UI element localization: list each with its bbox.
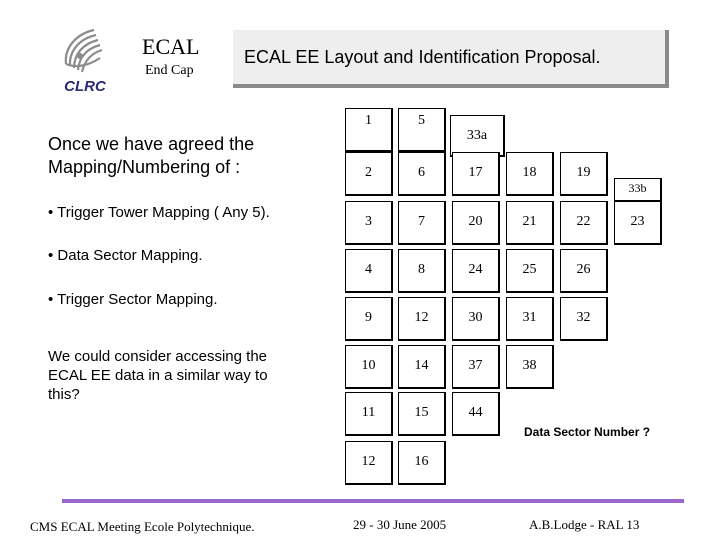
grid-cell: 21 [506,201,554,245]
header-subtitle: End Cap [145,63,194,78]
grid-cell: 8 [398,249,446,293]
grid-cell: 26 [560,249,608,293]
grid-cell: 1 [345,108,393,152]
grid-cell: 11 [345,392,393,436]
grid-cell: 37 [452,345,500,389]
grid-cell: 5 [398,108,446,152]
grid-cell: 6 [398,152,446,196]
grid-cell: 10 [345,345,393,389]
data-sector-label: Data Sector Number ? [524,425,651,439]
grid-cell: 17 [452,152,500,196]
footer-meeting: CMS ECAL Meeting Ecole Polytechnique. [30,519,255,534]
grid-cell: 16 [398,441,446,485]
intro-text: Once we have agreed the Mapping/Numbering of : [48,134,255,177]
grid-cell: 22 [560,201,608,245]
grid-cell: 20 [452,201,500,245]
grid-cell: 7 [398,201,446,245]
consider-text: We could consider accessing the ECAL EE data in a similar way to this? [48,348,268,403]
grid-cell: 14 [398,345,446,389]
grid-cell: 32 [560,297,608,341]
grid-cell: 25 [506,249,554,293]
grid-cell: 30 [452,297,500,341]
slide-title: ECAL EE Layout and Identification Proposal. [244,47,601,67]
footer-date: 29 - 30 June 2005 [353,517,447,532]
grid-cell: 19 [560,152,608,196]
grid-cell: 12 [398,297,446,341]
bullet-trigger-tower: • Trigger Tower Mapping ( Any 5). [48,204,270,221]
grid-cell: 4 [345,249,393,293]
grid-cell: 18 [506,152,554,196]
grid-cell: 33b [614,178,662,202]
grid-cell: 33a [450,115,505,157]
grid-cell: 31 [506,297,554,341]
bullet-data-sector: • Data Sector Mapping. [48,247,203,264]
grid-cell: 38 [506,345,554,389]
grid-cell: 3 [345,201,393,245]
grid-cell: 2 [345,152,393,196]
grid-cell: 9 [345,297,393,341]
grid-cell: 12 [345,441,393,485]
grid-cell: 44 [452,392,500,436]
footer-divider [62,499,684,503]
grid-cell: 23 [614,201,662,245]
bullet-trigger-sector: • Trigger Sector Mapping. [48,291,218,308]
logo-text: CLRC [64,78,106,95]
grid-cell: 24 [452,249,500,293]
footer-author: A.B.Lodge - RAL 13 [529,517,640,532]
header-title: ECAL [142,34,200,59]
grid-cell: 15 [398,392,446,436]
